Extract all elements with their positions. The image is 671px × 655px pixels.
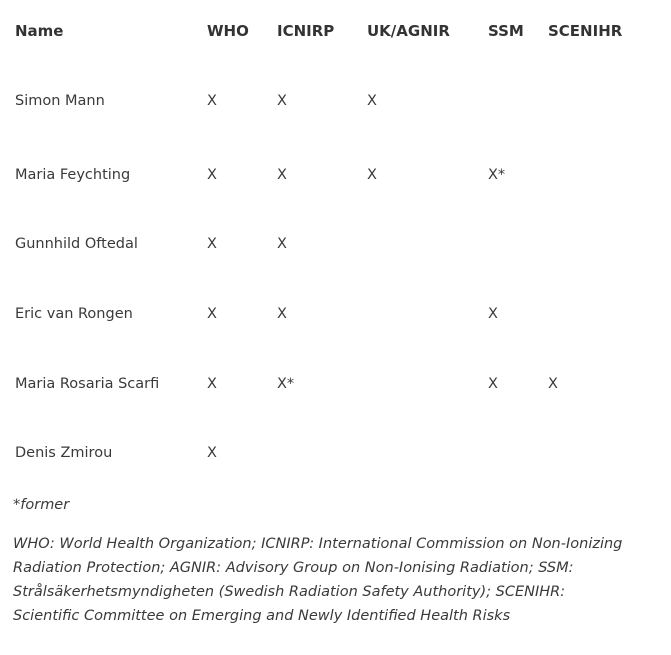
cell-uk-agnir: X bbox=[367, 93, 377, 109]
abbreviations-legend: WHO: World Health Organization; ICNIRP: International Commission on Non-Ionizing Radiation Protection; AGNIR: Advisory Group on Non-Ionising Radiation; SSM: Strålsäkerhetsmyndigheten (Swedish Radiation Safety Authority); SCENIHR: Scientific Committee on Emerging and Newly Identified Health Risks bbox=[13, 536, 623, 624]
former-footnote: *former bbox=[13, 497, 70, 513]
cell-scenihr: X bbox=[548, 375, 558, 392]
membership-table bbox=[15, 0, 648, 488]
table-row bbox=[15, 349, 648, 419]
cell-icnirp: X bbox=[277, 166, 287, 183]
cell-scenihr bbox=[548, 418, 648, 488]
cell-ssm bbox=[488, 62, 548, 140]
cell-who: X bbox=[207, 93, 217, 109]
cell-scenihr bbox=[548, 62, 648, 140]
cell-uk-agnir: X bbox=[367, 166, 377, 183]
cell-who: X bbox=[207, 305, 217, 322]
header-uk-agnir: UK/AGNIR bbox=[367, 22, 450, 40]
cell-icnirp bbox=[277, 418, 367, 488]
member-name: Maria Rosaria Scarfi bbox=[15, 375, 160, 392]
member-name: Denis Zmirou bbox=[15, 445, 113, 462]
member-name: Eric van Rongen bbox=[15, 305, 133, 322]
cell-uk-agnir bbox=[367, 210, 488, 280]
membership-table-container bbox=[15, 0, 665, 488]
cell-who: X bbox=[207, 445, 217, 462]
table-row bbox=[15, 140, 648, 210]
cell-who: X bbox=[207, 375, 217, 392]
cell-uk-agnir bbox=[367, 349, 488, 419]
cell-who: X bbox=[207, 166, 217, 183]
member-name: Maria Feychting bbox=[15, 166, 131, 183]
table-header-row bbox=[15, 0, 648, 62]
cell-icnirp: X bbox=[277, 305, 287, 322]
cell-ssm: X* bbox=[488, 166, 506, 183]
cell-scenihr bbox=[548, 210, 648, 280]
header-ssm: SSM bbox=[488, 22, 524, 40]
cell-ssm: X bbox=[488, 305, 498, 322]
table-row bbox=[15, 210, 648, 280]
header-who: WHO bbox=[207, 22, 249, 40]
header-name: Name bbox=[15, 22, 64, 40]
header-icnirp: ICNIRP bbox=[277, 22, 335, 40]
member-name: Gunnhild Oftedal bbox=[15, 236, 138, 253]
cell-who: X bbox=[207, 236, 217, 253]
cell-icnirp: X bbox=[277, 93, 287, 109]
table-row bbox=[15, 62, 648, 140]
header-scenihr: SCENIHR bbox=[548, 22, 623, 40]
cell-icnirp: X* bbox=[277, 375, 295, 392]
cell-icnirp: X bbox=[277, 236, 287, 253]
table-row bbox=[15, 418, 648, 488]
cell-uk-agnir bbox=[367, 279, 488, 349]
cell-uk-agnir bbox=[367, 418, 488, 488]
cell-scenihr bbox=[548, 140, 648, 210]
cell-ssm bbox=[488, 210, 548, 280]
cell-scenihr bbox=[548, 279, 648, 349]
member-name: Simon Mann bbox=[15, 93, 105, 109]
cell-ssm: X bbox=[488, 375, 498, 392]
table-row bbox=[15, 279, 648, 349]
cell-ssm bbox=[488, 418, 548, 488]
